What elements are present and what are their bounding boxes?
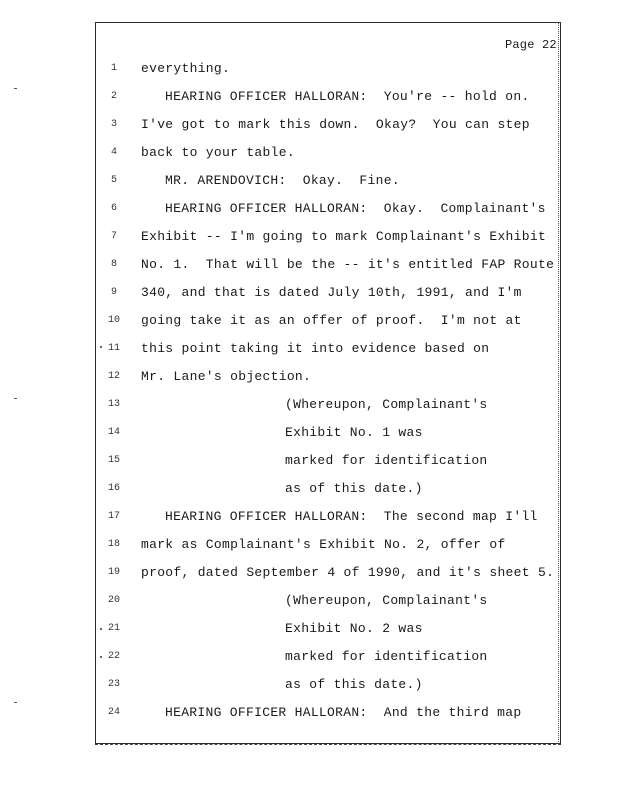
line-number: 1 [110, 63, 117, 74]
line-number: 10 [107, 315, 120, 326]
line-text: (Whereupon, Complainant's [285, 397, 488, 412]
line-text: this point taking it into evidence based on [141, 341, 490, 356]
line-number: 17 [107, 511, 120, 522]
line-text: marked for identification [285, 453, 488, 468]
line-text: HEARING OFFICER HALLORAN: Okay. Complainant's [165, 201, 546, 216]
scan-mark [14, 88, 17, 89]
line-number: 15 [107, 455, 120, 466]
line-number: 23 [107, 679, 120, 690]
line-text: MR. ARENDOVICH: Okay. Fine. [165, 173, 400, 188]
line-text: proof, dated September 4 of 1990, and it's sheet 5. [141, 565, 555, 580]
line-text: everything. [141, 61, 231, 76]
bottom-rule [95, 744, 561, 745]
line-number: 12 [107, 371, 120, 382]
line-number: 8 [110, 259, 117, 270]
line-text: No. 1. That will be the -- it's entitled FAP Route [141, 257, 555, 272]
line-number: 7 [110, 231, 117, 242]
scan-mark [14, 702, 17, 703]
line-number: 6 [110, 203, 117, 214]
line-number: 3 [110, 119, 117, 130]
line-number: 2 [110, 91, 117, 102]
line-text: HEARING OFFICER HALLORAN: The second map I'll [165, 509, 538, 524]
line-number: 16 [107, 483, 120, 494]
page-number: Page 22 [505, 38, 557, 52]
line-number: 19 [107, 567, 120, 578]
line-number: 14 [107, 427, 120, 438]
line-text: HEARING OFFICER HALLORAN: You're -- hold on. [165, 89, 530, 104]
line-number: 21 [107, 623, 120, 634]
line-number: 9 [110, 287, 117, 298]
scan-speck [100, 656, 102, 658]
line-text: Mr. Lane's objection. [141, 369, 312, 384]
line-text: HEARING OFFICER HALLORAN: And the third map [165, 705, 522, 720]
line-text: (Whereupon, Complainant's [285, 593, 488, 608]
line-text: going take it as an offer of proof. I'm not at [141, 313, 522, 328]
scan-mark [14, 398, 17, 399]
page-edge-mark [558, 22, 561, 744]
line-number: 11 [107, 343, 120, 354]
line-number: 20 [107, 595, 120, 606]
line-number: 13 [107, 399, 120, 410]
line-text: Exhibit No. 2 was [285, 621, 423, 636]
scan-speck [100, 346, 102, 348]
scan-speck [100, 628, 102, 630]
line-text: 340, and that is dated July 10th, 1991, and I'm [141, 285, 522, 300]
line-text: as of this date.) [285, 677, 423, 692]
line-number: 22 [107, 651, 120, 662]
line-number: 18 [107, 539, 120, 550]
line-text: I've got to mark this down. Okay? You can step [141, 117, 530, 132]
line-text: as of this date.) [285, 481, 423, 496]
line-text: marked for identification [285, 649, 488, 664]
line-number: 24 [107, 707, 120, 718]
line-number: 4 [110, 147, 117, 158]
line-number: 5 [110, 175, 117, 186]
line-text: Exhibit -- I'm going to mark Complainant's Exhibit [141, 229, 547, 244]
line-text: Exhibit No. 1 was [285, 425, 423, 440]
line-text: back to your table. [141, 145, 295, 160]
line-text: mark as Complainant's Exhibit No. 2, offer of [141, 537, 506, 552]
